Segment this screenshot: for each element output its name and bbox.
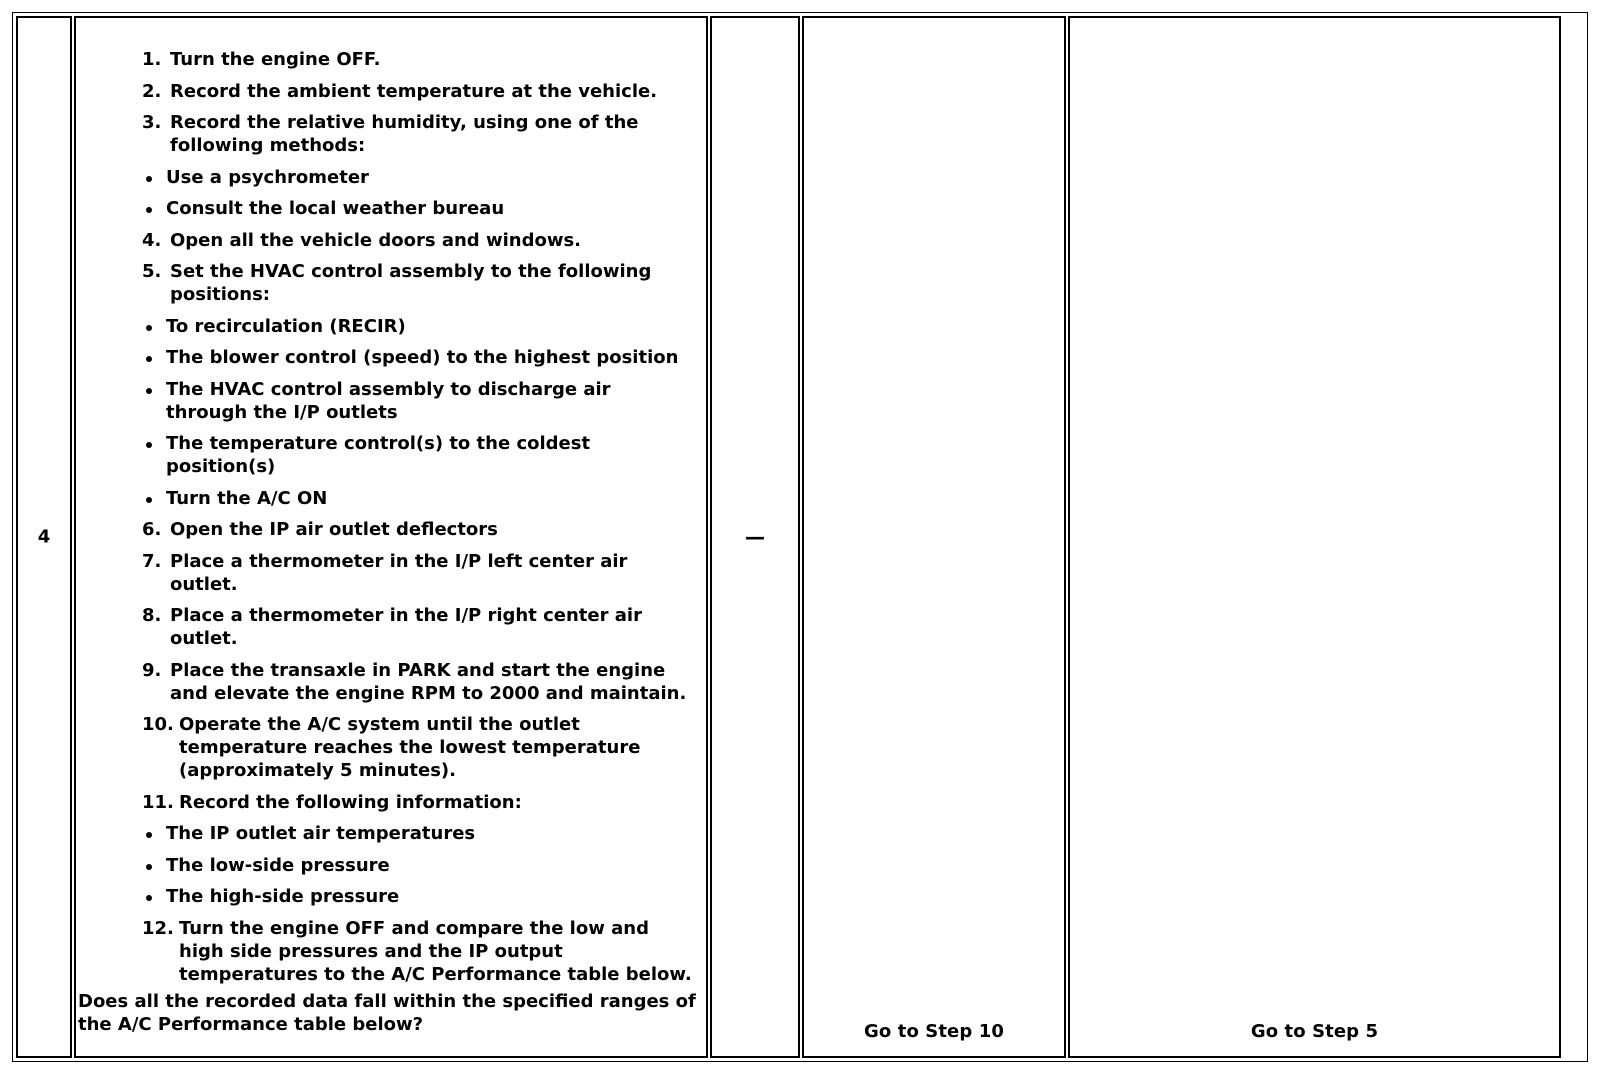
step-number: 4 [37,526,51,548]
yes-cell [802,16,1066,1058]
step-index: 7. [142,550,162,572]
step-index: 12. [142,917,174,939]
procedure-text: The temperature control(s) to the coldest position(s) [166,433,591,477]
procedure-list [142,48,692,994]
procedure-text: Open all the vehicle doors and windows. [170,229,581,251]
procedure-text: Place a thermometer in the I/P right center air outlet. [170,605,642,649]
step-index: 4. [142,229,162,251]
step-index: 10. [142,714,174,735]
procedure-bullet [140,432,692,478]
step-index: 11. [142,791,174,813]
procedure-bullet [140,854,692,877]
step-index: 3. [142,112,162,133]
procedure-step [142,229,692,252]
procedure-text: Operate the A/C system until the outlet temperature reaches the lowest temperature (approximately 5 minutes). [179,714,641,781]
procedure-step [142,713,692,782]
procedure-step [142,917,692,986]
bullet-icon [146,832,152,838]
bullet-icon [146,497,152,503]
bullet-icon [146,442,152,448]
step-index: 1. [142,49,162,70]
no-cell [1068,16,1561,1058]
procedure-text: Use a psychrometer [166,166,369,188]
procedure-text: Record the ambient temperature at the vehicle. [170,80,658,102]
step-index: 2. [142,80,162,102]
procedure-step [142,791,692,814]
procedure-text: Turn the A/C ON [166,487,328,509]
procedure-bullet [140,487,692,510]
procedure-step [142,48,692,71]
procedure-text: The HVAC control assembly to discharge air through the I/P outlets [166,378,611,423]
yes-go-to-step: Go to Step 10 [864,1021,1004,1042]
value-cell [710,16,800,1058]
procedure-text: Record the following information: [179,791,522,813]
procedure-step [142,518,692,541]
procedure-step [142,604,692,650]
procedure-text: To recirculation (RECIR) [166,315,406,337]
procedure-bullet [140,885,692,908]
bullet-icon [146,356,152,362]
bullet-icon [146,864,152,870]
value-dash: — [745,525,765,549]
procedure-step [142,659,692,705]
step-cell [16,16,72,1058]
bullet-icon [146,895,152,901]
procedure-bullet [140,378,692,424]
procedure-step [142,80,692,103]
procedure-step [142,260,692,306]
decision-question: Does all the recorded data fall within the specified ranges of the A/C Performance table below? [78,991,696,1035]
no-go-to-step: Go to Step 5 [1250,1021,1379,1042]
procedure-bullet [140,166,692,189]
procedure-text: Record the relative humidity, using one of the following methods: [170,112,639,156]
procedure-text: The IP outlet air temperatures [166,823,476,844]
bullet-icon [146,325,152,331]
procedure-bullet [140,822,692,845]
procedure-text: Place a thermometer in the I/P left center air outlet. [170,550,628,595]
step-index: 9. [142,659,162,681]
procedure-text: Place the transaxle in PARK and start the engine and elevate the engine RPM to 2000 and maintain. [170,659,687,704]
procedure-text: Turn the engine OFF and compare the low and high side pressures and the IP output temperatures to the A/C Performance table below. [179,917,692,985]
procedure-step [142,111,692,157]
procedure-bullet [140,346,692,369]
step-index: 8. [142,605,162,626]
diagnostic-table [12,12,1588,1062]
procedure-text: Open the IP air outlet deflectors [170,519,498,540]
step-index: 5. [142,261,162,282]
procedure-text: The low-side pressure [166,854,390,876]
procedure-text: Set the HVAC control assembly to the following positions: [170,261,652,305]
bullet-icon [146,388,152,394]
bullet-icon [146,176,152,182]
bullet-icon [146,207,152,213]
procedure-text: Consult the local weather bureau [166,198,505,219]
procedure-step [142,550,692,596]
procedure-bullet [140,197,692,220]
procedure-text: Turn the engine OFF. [170,49,381,70]
action-cell [74,16,708,1058]
step-index: 6. [142,519,162,540]
procedure-text: The blower control (speed) to the highest position [166,347,679,368]
procedure-bullet [140,315,692,338]
procedure-text: The high-side pressure [166,886,400,907]
